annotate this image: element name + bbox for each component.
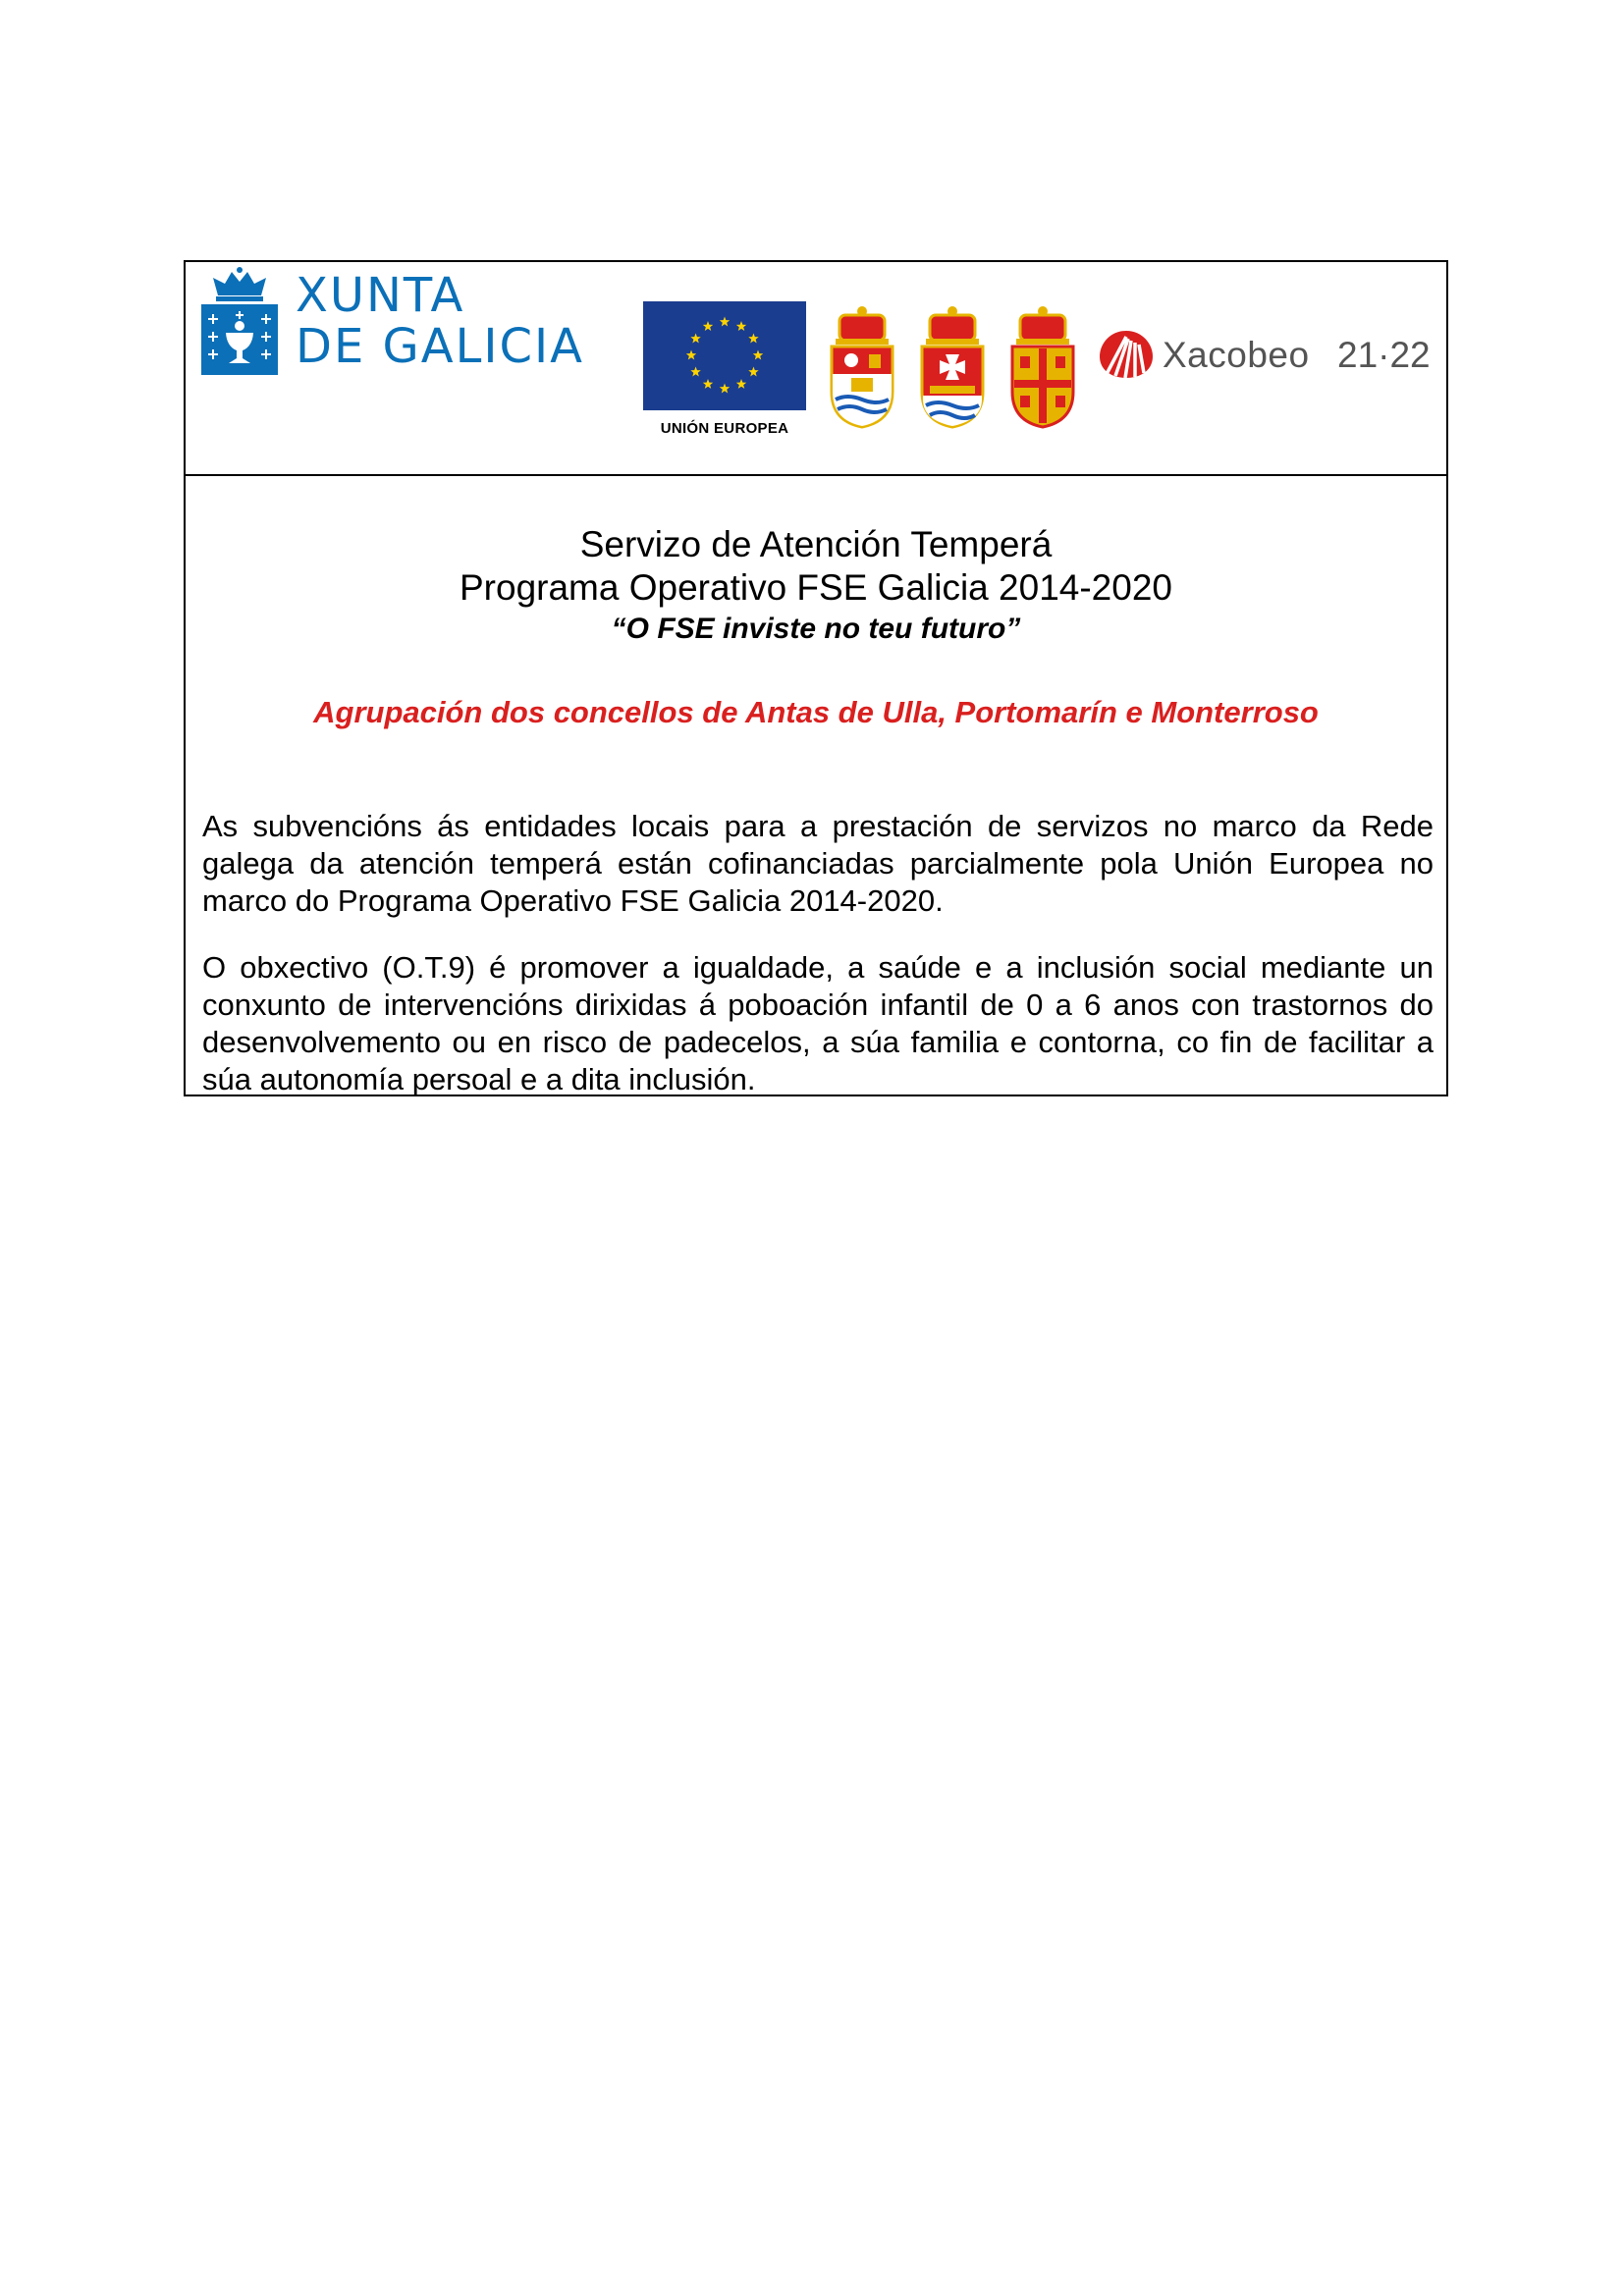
- eu-flag-icon: [643, 301, 806, 410]
- xacobeo-wordmark: Xacobeo: [1163, 335, 1310, 375]
- notice-box: [184, 260, 1448, 1096]
- programme-title: Programa Operativo FSE Galicia 2014-2020: [460, 567, 1172, 608]
- xacobeo-years: 21·22: [1337, 335, 1431, 375]
- xunta-shield-icon: [201, 266, 278, 375]
- xunta-wordmark-line2: DE GALICIA: [296, 319, 584, 374]
- coat-of-arms-icon: [916, 305, 989, 429]
- coat-of-arms-icon: [826, 305, 898, 429]
- coat-of-arms-icon: [1006, 305, 1079, 429]
- xunta-wordmark: [296, 270, 584, 372]
- body-paragraph: O obxectivo (O.T.9) é promover a igualdade, a saúde e a inclusión social mediante un conxunto de intervencións dirixidas á poboación infantil de 0 a 6 anos con trastornos do desenvolvemento ou en risco de padecelos, a súa familia e contorna, co fin de facilitar a súa autonomía persoal e a dita inclusión.: [202, 950, 1434, 1096]
- body-paragraph: As subvencións ás entidades locais para a prestación de servizos no marco da Rede galega da atención temperá están cofinanciadas parcialmente pola Unión Europea no marco do Programa Operativo FSE Galicia 2014-2020.: [202, 809, 1434, 918]
- eu-label: UNIÓN EUROPEA: [660, 420, 789, 437]
- logo-header: [186, 262, 1446, 476]
- municipalities-group: Agrupación dos concellos de Antas de Ulla, Portomarín e Monterroso: [313, 695, 1319, 729]
- scallop-shell-icon: [1098, 325, 1155, 382]
- eu-logo: [643, 301, 806, 437]
- fse-motto: “O FSE inviste no teu futuro”: [611, 613, 1021, 645]
- xunta-wordmark-line1: XUNTA: [296, 268, 465, 323]
- service-title: Servizo de Atención Temperá: [579, 524, 1053, 564]
